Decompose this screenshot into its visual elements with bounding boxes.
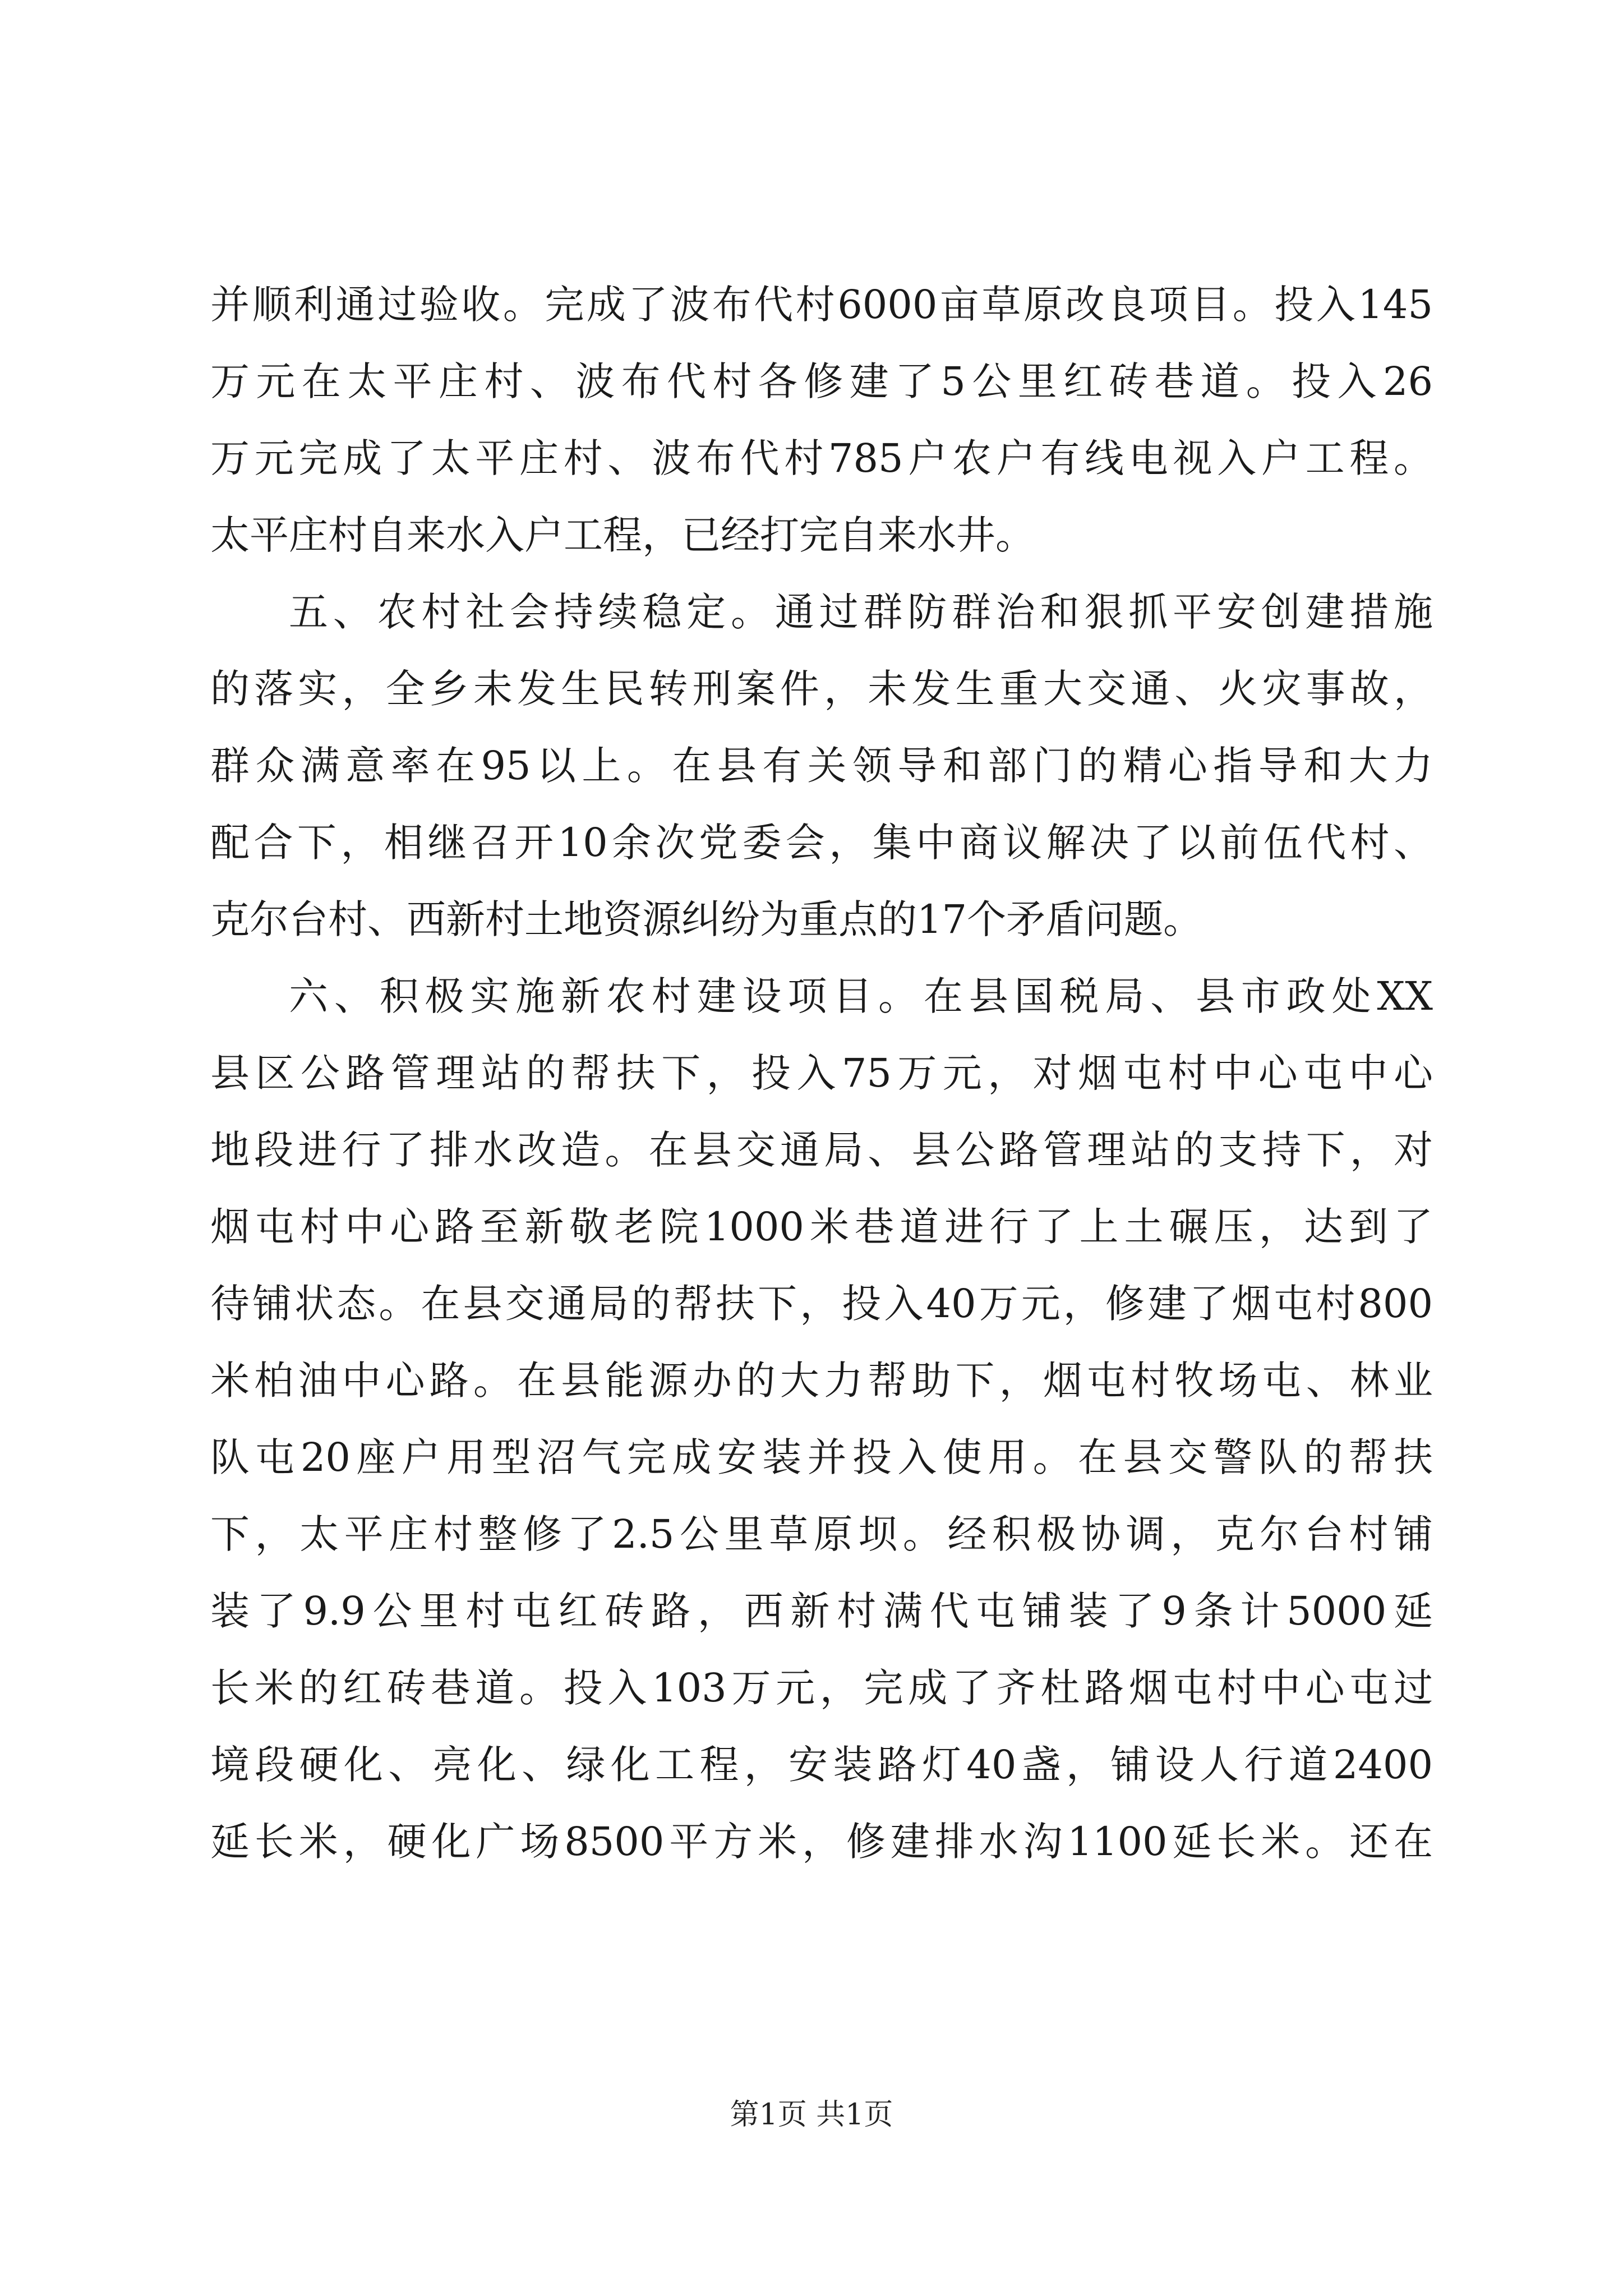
text-line: 太平庄村自来水入户工程，已经打完自来水井。 [210, 512, 1035, 558]
text-line: 并顺利通过验收。完成了波布代村6000亩草原改良项目。投入145 [210, 282, 1433, 328]
text-line: 米柏油中心路。在县能源办的大力帮助下，烟屯村牧场屯、林业 [210, 1358, 1433, 1404]
text-line: 长米的红砖巷道。投入103万元，完成了齐杜路烟屯村中心屯过 [210, 1665, 1433, 1711]
page-footer [0, 2095, 1623, 2134]
paragraph-start-line: 六、积极实施新农村建设项目。在县国税局、县市政处XX [289, 973, 1433, 1019]
text-line: 装了9.9公里村屯红砖路，西新村满代屯铺装了9条计5000延 [210, 1588, 1433, 1634]
text-line: 群众满意率在95以上。在县有关领导和部门的精心指导和大力 [210, 743, 1433, 789]
text-line: 下，太平庄村整修了2.5公里草原坝。经积极协调，克尔台村铺 [210, 1511, 1433, 1557]
text-line: 境段硬化、亮化、绿化工程，安装路灯40盏，铺设人行道2400 [210, 1742, 1433, 1788]
paragraph-start-line: 五、农村社会持续稳定。通过群防群治和狠抓平安创建措施 [289, 589, 1433, 635]
text-line: 队屯20座户用型沼气完成安装并投入使用。在县交警队的帮扶 [210, 1434, 1433, 1480]
text-line: 万元在太平庄村、波布代村各修建了5公里红砖巷道。投入26 [210, 358, 1433, 404]
text-line: 烟屯村中心路至新敬老院1000米巷道进行了上土碾压，达到了 [210, 1204, 1433, 1250]
text-line: 县区公路管理站的帮扶下，投入75万元，对烟屯村中心屯中心 [210, 1050, 1433, 1096]
text-line: 的落实，全乡未发生民转刑案件，未发生重大交通、火灾事故， [210, 666, 1433, 712]
text-line: 地段进行了排水改造。在县交通局、县公路管理站的支持下，对 [210, 1127, 1433, 1173]
text-line: 万元完成了太平庄村、波布代村785户农户有线电视入户工程。 [210, 435, 1433, 481]
page-number-label: 第1页 共1页 [730, 2098, 893, 2132]
text-line: 配合下，相继召开10余次党委会，集中商议解决了以前伍代村、 [210, 820, 1433, 866]
text-line: 延长米，硬化广场8500平方米，修建排水沟1100延长米。还在 [210, 1819, 1433, 1865]
body-text [210, 266, 1433, 1880]
text-line: 待铺状态。在县交通局的帮扶下，投入40万元，修建了烟屯村800 [210, 1281, 1433, 1327]
text-line: 克尔台村、西新村土地资源纠纷为重点的17个矛盾问题。 [210, 896, 1203, 942]
